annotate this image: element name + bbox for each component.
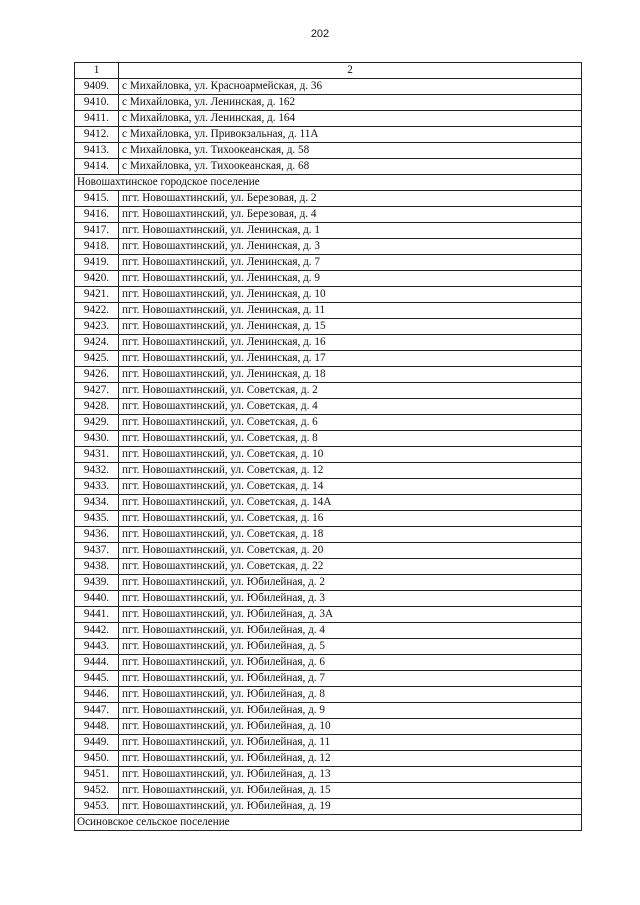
row-number: 9441. (75, 607, 119, 623)
table-row (75, 543, 582, 559)
table-row (75, 207, 582, 223)
table-row (75, 399, 582, 415)
row-number: 9424. (75, 335, 119, 351)
row-address: с Михайловка, ул. Красноармейская, д. 36 (119, 79, 582, 95)
row-address: пгт. Новошахтинский, ул. Советская, д. 10 (119, 447, 582, 463)
row-number: 9413. (75, 143, 119, 159)
row-address: пгт. Новошахтинский, ул. Советская, д. 12 (119, 463, 582, 479)
row-address: пгт. Новошахтинский, ул. Ленинская, д. 3 (119, 239, 582, 255)
table-row (75, 271, 582, 287)
row-number: 9426. (75, 367, 119, 383)
row-address: пгт. Новошахтинский, ул. Советская, д. 4 (119, 399, 582, 415)
row-number: 9417. (75, 223, 119, 239)
row-number: 9439. (75, 575, 119, 591)
row-address: пгт. Новошахтинский, ул. Юбилейная, д. 4 (119, 623, 582, 639)
row-address: пгт. Новошахтинский, ул. Юбилейная, д. 9 (119, 703, 582, 719)
table-row (75, 767, 582, 783)
row-address: пгт. Новошахтинский, ул. Советская, д. 18 (119, 527, 582, 543)
row-address: пгт. Новошахтинский, ул. Юбилейная, д. 2 (119, 575, 582, 591)
row-number: 9419. (75, 255, 119, 271)
row-address: с Михайловка, ул. Тихоокеанская, д. 58 (119, 143, 582, 159)
table-row (75, 671, 582, 687)
row-number: 9438. (75, 559, 119, 575)
table-row (75, 383, 582, 399)
address-table (74, 62, 582, 831)
row-number: 9431. (75, 447, 119, 463)
table-row (75, 751, 582, 767)
row-number: 9445. (75, 671, 119, 687)
row-number: 9416. (75, 207, 119, 223)
row-address: пгт. Новошахтинский, ул. Советская, д. 2 (119, 383, 582, 399)
table-row (75, 639, 582, 655)
table-row (75, 95, 582, 111)
row-number: 9437. (75, 543, 119, 559)
row-number: 9411. (75, 111, 119, 127)
table-row (75, 367, 582, 383)
row-number: 9414. (75, 159, 119, 175)
row-address: пгт. Новошахтинский, ул. Советская, д. 16 (119, 511, 582, 527)
table-row (75, 335, 582, 351)
table-row (75, 719, 582, 735)
row-address: пгт. Новошахтинский, ул. Ленинская, д. 7 (119, 255, 582, 271)
row-number: 9446. (75, 687, 119, 703)
table-row (75, 191, 582, 207)
table-row (75, 559, 582, 575)
row-number: 9410. (75, 95, 119, 111)
row-address: пгт. Новошахтинский, ул. Ленинская, д. 16 (119, 335, 582, 351)
table-row (75, 79, 582, 95)
table-row (75, 431, 582, 447)
row-number: 9436. (75, 527, 119, 543)
section-row (75, 175, 582, 191)
table-row (75, 319, 582, 335)
row-address: пгт. Новошахтинский, ул. Советская, д. 14А (119, 495, 582, 511)
table-row (75, 783, 582, 799)
row-number: 9422. (75, 303, 119, 319)
table-row (75, 415, 582, 431)
row-number: 9421. (75, 287, 119, 303)
row-number: 9409. (75, 79, 119, 95)
row-number: 9442. (75, 623, 119, 639)
row-number: 9447. (75, 703, 119, 719)
row-address: пгт. Новошахтинский, ул. Ленинская, д. 18 (119, 367, 582, 383)
row-address: пгт. Новошахтинский, ул. Ленинская, д. 17 (119, 351, 582, 367)
row-address: пгт. Новошахтинский, ул. Юбилейная, д. 19 (119, 799, 582, 815)
table-row (75, 527, 582, 543)
row-address: пгт. Новошахтинский, ул. Ленинская, д. 9 (119, 271, 582, 287)
row-address: пгт. Новошахтинский, ул. Юбилейная, д. 6 (119, 655, 582, 671)
row-address: пгт. Новошахтинский, ул. Советская, д. 22 (119, 559, 582, 575)
table-row (75, 239, 582, 255)
table-row (75, 111, 582, 127)
table-row (75, 143, 582, 159)
row-number: 9415. (75, 191, 119, 207)
row-number: 9440. (75, 591, 119, 607)
row-number: 9453. (75, 799, 119, 815)
row-number: 9434. (75, 495, 119, 511)
table-row (75, 575, 582, 591)
row-address: пгт. Новошахтинский, ул. Юбилейная, д. 7 (119, 671, 582, 687)
table-row (75, 799, 582, 815)
row-address: пгт. Новошахтинский, ул. Советская, д. 8 (119, 431, 582, 447)
row-number: 9443. (75, 639, 119, 655)
row-address: с Михайловка, ул. Ленинская, д. 162 (119, 95, 582, 111)
row-number: 9444. (75, 655, 119, 671)
row-address: пгт. Новошахтинский, ул. Советская, д. 6 (119, 415, 582, 431)
row-address: пгт. Новошахтинский, ул. Юбилейная, д. 10 (119, 719, 582, 735)
page-number: 202 (310, 28, 330, 40)
row-address: пгт. Новошахтинский, ул. Юбилейная, д. 5 (119, 639, 582, 655)
row-number: 9452. (75, 783, 119, 799)
row-number: 9427. (75, 383, 119, 399)
row-address: пгт. Новошахтинский, ул. Юбилейная, д. 12 (119, 751, 582, 767)
row-address: пгт. Новошахтинский, ул. Юбилейная, д. 3А (119, 607, 582, 623)
row-number: 9423. (75, 319, 119, 335)
row-number: 9432. (75, 463, 119, 479)
row-address: пгт. Новошахтинский, ул. Юбилейная, д. 13 (119, 767, 582, 783)
row-number: 9428. (75, 399, 119, 415)
row-number: 9412. (75, 127, 119, 143)
row-address: пгт. Новошахтинский, ул. Юбилейная, д. 3 (119, 591, 582, 607)
table-row (75, 703, 582, 719)
row-number: 9425. (75, 351, 119, 367)
row-address: пгт. Новошахтинский, ул. Юбилейная, д. 8 (119, 687, 582, 703)
row-number: 9433. (75, 479, 119, 495)
table-row (75, 159, 582, 175)
row-number: 9430. (75, 431, 119, 447)
table-row (75, 735, 582, 751)
row-address: пгт. Новошахтинский, ул. Советская, д. 14 (119, 479, 582, 495)
row-number: 9435. (75, 511, 119, 527)
table-row (75, 127, 582, 143)
row-address: пгт. Новошахтинский, ул. Ленинская, д. 10 (119, 287, 582, 303)
section-title: Осиновское сельское поселение (75, 815, 582, 831)
row-address: с Михайловка, ул. Тихоокеанская, д. 68 (119, 159, 582, 175)
row-number: 9451. (75, 767, 119, 783)
row-address: пгт. Новошахтинский, ул. Ленинская, д. 15 (119, 319, 582, 335)
row-number: 9418. (75, 239, 119, 255)
row-address: пгт. Новошахтинский, ул. Ленинская, д. 1 (119, 223, 582, 239)
table-row (75, 591, 582, 607)
row-address: пгт. Новошахтинский, ул. Юбилейная, д. 15 (119, 783, 582, 799)
row-number: 9420. (75, 271, 119, 287)
table-header-row (75, 63, 582, 79)
table-row (75, 223, 582, 239)
row-address: с Михайловка, ул. Ленинская, д. 164 (119, 111, 582, 127)
table-row (75, 511, 582, 527)
table-row (75, 255, 582, 271)
row-address: пгт. Новошахтинский, ул. Березовая, д. 4 (119, 207, 582, 223)
section-row (75, 815, 582, 831)
row-address: пгт. Новошахтинский, ул. Советская, д. 20 (119, 543, 582, 559)
table-row (75, 447, 582, 463)
row-number: 9450. (75, 751, 119, 767)
table-row (75, 351, 582, 367)
column-header-1: 1 (75, 63, 119, 79)
table-row (75, 495, 582, 511)
table-row (75, 479, 582, 495)
row-number: 9448. (75, 719, 119, 735)
row-address: пгт. Новошахтинский, ул. Березовая, д. 2 (119, 191, 582, 207)
table-row (75, 303, 582, 319)
table-row (75, 623, 582, 639)
row-address: с Михайловка, ул. Привокзальная, д. 11А (119, 127, 582, 143)
table-row (75, 655, 582, 671)
row-address: пгт. Новошахтинский, ул. Ленинская, д. 11 (119, 303, 582, 319)
table-row (75, 607, 582, 623)
table-row (75, 687, 582, 703)
table-row (75, 287, 582, 303)
table-row (75, 463, 582, 479)
section-title: Новошахтинское городское поселение (75, 175, 582, 191)
row-number: 9429. (75, 415, 119, 431)
row-address: пгт. Новошахтинский, ул. Юбилейная, д. 11 (119, 735, 582, 751)
row-number: 9449. (75, 735, 119, 751)
column-header-2: 2 (119, 63, 582, 79)
